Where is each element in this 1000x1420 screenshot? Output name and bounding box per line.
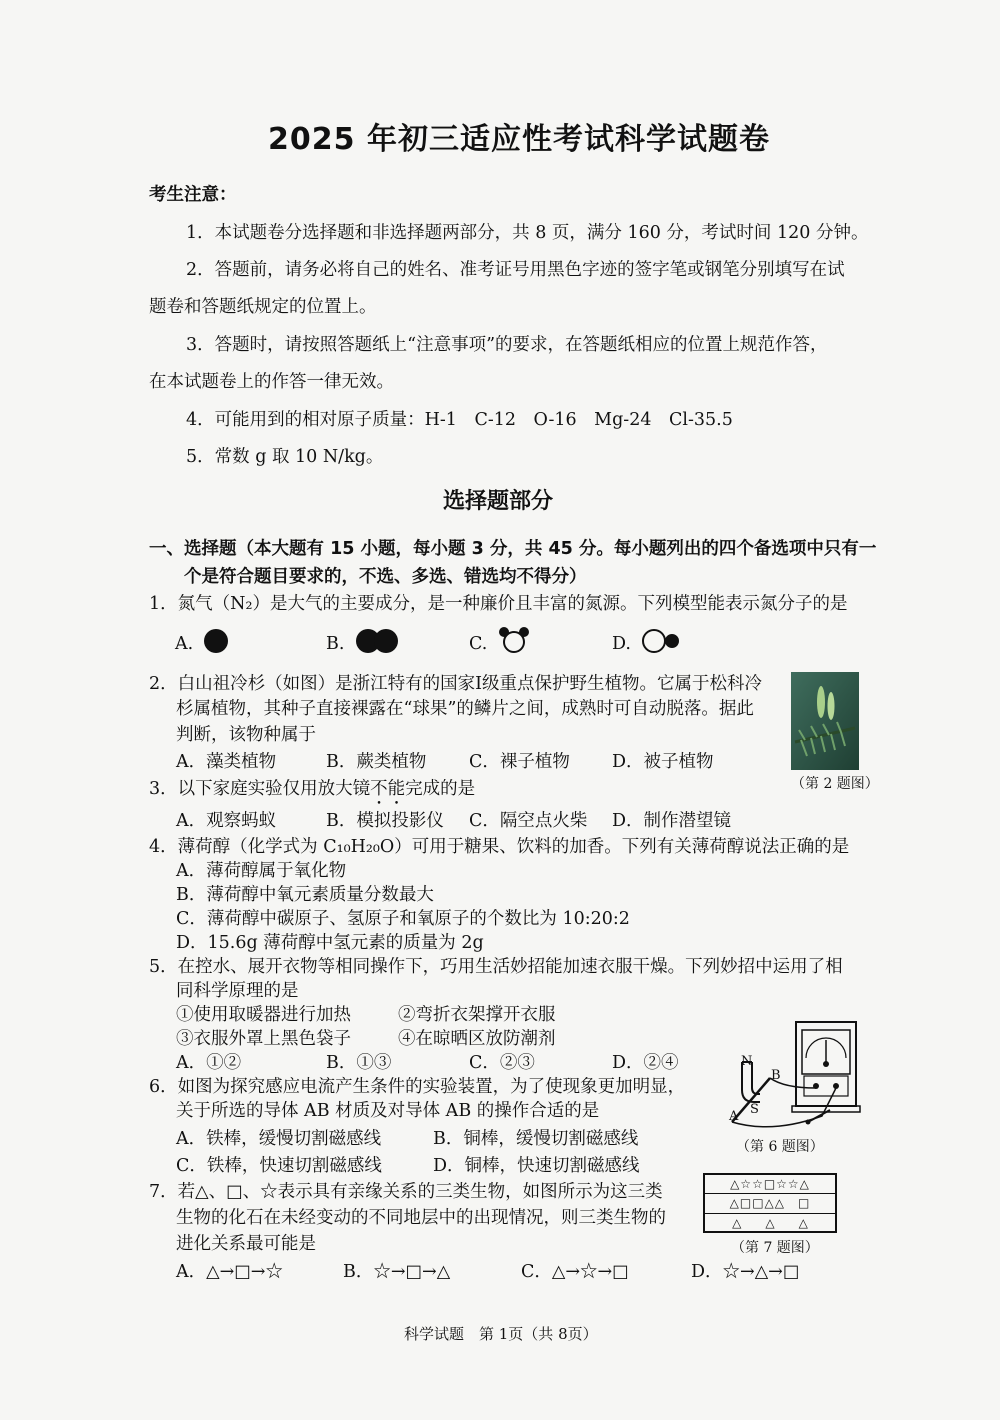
part-heading: 一、选择题（本大题有 15 小题，每小题 3 分，共 45 分。每小题列出的四个备选项中只有一 — [149, 539, 877, 559]
fir-tree-photo — [791, 672, 859, 770]
triatomic-molecule-model-icon — [496, 624, 532, 658]
q5-item: ④在晾晒区放防潮剂 — [398, 1029, 556, 1049]
q1-option-b: B. — [326, 634, 345, 654]
q3-option-b: B．模拟投影仪 — [326, 811, 444, 831]
notice-heading: 考生注意： — [149, 185, 237, 205]
question-2-stem: 判断，该物种属于 — [176, 725, 316, 745]
q2-option-d: D．被子植物 — [612, 752, 714, 772]
q1-option-a: A. — [175, 634, 194, 654]
question-7-stem: 生物的化石在未经变动的不同地层中的出现情况，则三类生物的 — [176, 1208, 666, 1228]
section-title: 选择题部分 — [443, 489, 554, 514]
q6-option-b: B．铜棒，缓慢切割磁感线 — [433, 1129, 639, 1149]
question-6-stem: 关于所选的导体 AB 材质及对导体 AB 的操作合适的是 — [176, 1101, 600, 1121]
notice-item: 5．常数 g 取 10 N/kg。 — [186, 447, 384, 467]
question-2-stem: 杉属植物，其种子直接裸露在“球果”的鳞片之间，成熟时可自动脱落。据此 — [176, 699, 754, 719]
page-footer: 科学试题 第 1页（共 8页） — [404, 1325, 598, 1343]
q7-option-c: C．△→☆→□ — [521, 1262, 629, 1282]
label-n: N — [741, 1054, 753, 1069]
q2-option-b: B．蕨类植物 — [326, 752, 427, 772]
figure-6-caption: （第 6 题图） — [736, 1139, 824, 1155]
figure-2-caption: （第 2 题图） — [791, 776, 879, 792]
notice-item: 在本试题卷上的作答一律无效。 — [149, 372, 394, 392]
q1-option-d: D. — [612, 634, 631, 654]
hetero-diatomic-model-icon — [638, 627, 684, 657]
q6-option-a: A．铁棒，缓慢切割磁感线 — [176, 1129, 382, 1149]
q2-option-c: C．裸子植物 — [469, 752, 570, 772]
q5-item: ③衣服外罩上黑色袋子 — [176, 1029, 351, 1049]
question-5-stem: 同科学原理的是 — [176, 981, 299, 1001]
label-b: B — [771, 1068, 781, 1083]
q3-option-d: D．制作潜望镜 — [612, 811, 732, 831]
question-4-stem: 4．薄荷醇（化学式为 C₁₀H₂₀O）可用于糖果、饮料的加香。下列有关薄荷醇说法正确的是 — [149, 837, 850, 857]
q3-option-a: A．观察蚂蚁 — [176, 811, 277, 831]
q5-option-a: A．①② — [176, 1053, 242, 1073]
q5-option-c: C．②③ — [469, 1053, 535, 1073]
q5-item: ②弯折衣架撑开衣服 — [398, 1005, 556, 1025]
strata-figure — [703, 1173, 837, 1233]
q5-item: ①使用取暖器进行加热 — [176, 1005, 351, 1025]
question-2-stem: 2．白山祖冷杉（如图）是浙江特有的国家Ⅰ级重点保护野生植物。它属于松科冷 — [149, 674, 763, 694]
q5-option-b: B．①③ — [326, 1053, 392, 1073]
q7-option-a: A．△→□→☆ — [176, 1262, 283, 1282]
diatomic-molecule-model-icon — [352, 627, 404, 657]
notice-item: 3．答题时，请按照答题纸上“注意事项”的要求，在答题纸相应的位置上规范作答， — [186, 335, 828, 355]
q4-option-d: D．15.6g 薄荷醇中氢元素的质量为 2g — [176, 933, 484, 953]
q5-option-d: D．②④ — [612, 1053, 679, 1073]
label-s: S — [750, 1102, 759, 1117]
stratum-layer: △☆☆□☆☆△ — [705, 1175, 835, 1194]
question-6-stem: 6．如图为探究感应电流产生条件的实验装置，为了使现象更加明显， — [149, 1077, 686, 1097]
label-a: A — [729, 1109, 739, 1124]
page-title: 2025 年初三适应性考试科学试题卷 — [268, 122, 770, 157]
q4-option-c: C．薄荷醇中碳原子、氢原子和氧原子的个数比为 10:20:2 — [176, 909, 630, 929]
q1-option-c: C. — [469, 634, 488, 654]
figure-7-caption: （第 7 题图） — [731, 1240, 819, 1256]
question-7-stem: 进化关系最可能是 — [176, 1234, 316, 1254]
question-7-stem: 7．若△、□、☆表示具有亲缘关系的三类生物，如图所示为这三类 — [149, 1182, 663, 1202]
question-3-stem: 3．以下家庭实验仅用放大镜不能完成的是 — [149, 779, 476, 799]
q2-option-a: A．藻类植物 — [176, 752, 277, 772]
single-atom-model-icon — [200, 627, 234, 657]
question-5-stem: 5．在控水、展开衣物等相同操作下，巧用生活妙招能加速衣服干燥。下列妙招中运用了相 — [149, 957, 843, 977]
q6-option-d: D．铜棒，快速切割磁感线 — [433, 1156, 640, 1176]
notice-item: 4．可能用到的相对原子质量：H-1 C-12 O-16 Mg-24 Cl-35.5 — [186, 410, 733, 430]
q4-option-b: B．薄荷醇中氧元素质量分数最大 — [176, 885, 434, 905]
notice-item: 2．答题前，请务必将自己的姓名、准考证号用黑色字迹的签字笔或钢笔分别填写在试 — [186, 260, 845, 280]
q7-option-b: B．☆→□→△ — [343, 1262, 451, 1282]
q3-option-c: C．隔空点火柴 — [469, 811, 588, 831]
stratum-layer: △ △ △ — [732, 1216, 808, 1230]
stratum-layer: △□□△△ □ — [705, 1194, 835, 1214]
notice-item: 1．本试题卷分选择题和非选择题两部分，共 8 页，满分 160 分，考试时间 120 分钟。 — [186, 223, 869, 243]
question-1-stem: 1．氮气（N₂）是大气的主要成分，是一种廉价且丰富的氮源。下列模型能表示氮分子的是 — [149, 594, 848, 614]
q6-option-c: C．铁棒，快速切割磁感线 — [176, 1156, 382, 1176]
part-heading: 个是符合题目要求的，不选、多选、错选均不得分） — [184, 567, 587, 587]
notice-item: 题卷和答题纸规定的位置上。 — [149, 297, 377, 317]
q7-option-d: D．☆→△→□ — [691, 1262, 800, 1282]
q4-option-a: A．薄荷醇属于氧化物 — [176, 861, 347, 881]
